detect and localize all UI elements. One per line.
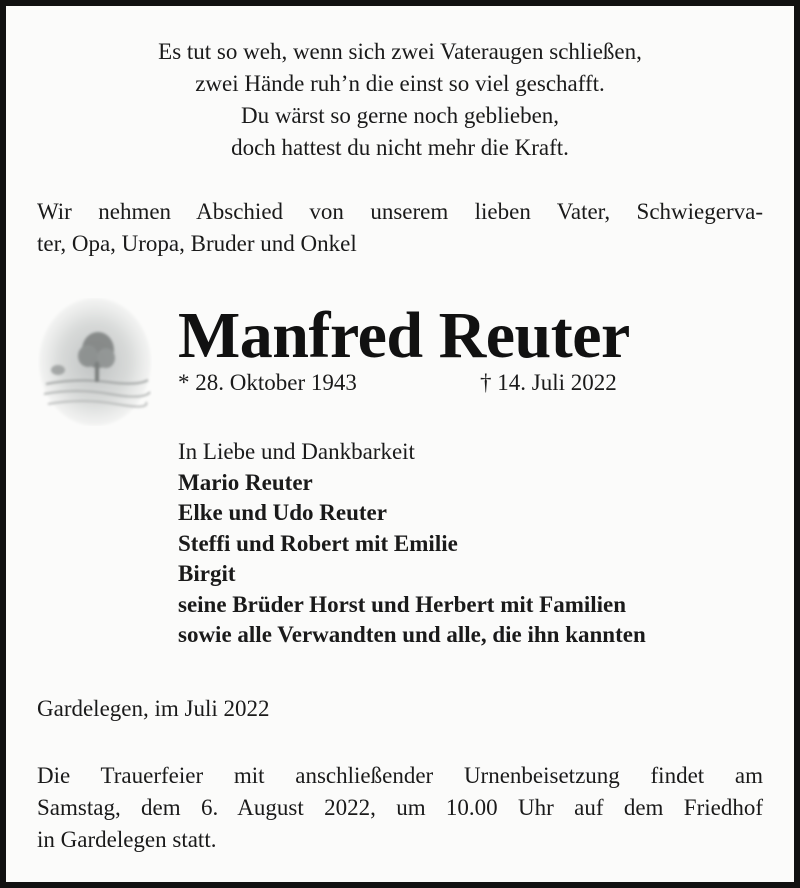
- funeral-notice: [37, 760, 763, 856]
- poem: [20, 36, 780, 164]
- mourner-name: sowie alle Verwandten und alle, die ihn kannten: [178, 622, 646, 647]
- intro-line: Wir nehmen Abschied von unserem lieben Vater, Schwiegerva-: [37, 199, 763, 224]
- mourners-list: [178, 437, 646, 651]
- mourner-name: Steffi und Robert mit Emilie: [178, 530, 458, 556]
- intro-line: ter, Opa, Uropa, Bruder und Onkel: [37, 231, 357, 256]
- death-date: † 14. Juli 2022: [480, 370, 617, 395]
- mourner-name: Elke und Udo Reuter: [178, 500, 387, 525]
- mourner-name: Mario Reuter: [178, 469, 313, 495]
- deceased-name: Manfred Reuter: [178, 299, 630, 372]
- funeral-line: in Gardelegen statt.: [37, 827, 217, 852]
- birth-date: * 28. Oktober 1943: [178, 370, 357, 395]
- poem-line: Du wärst so gerne noch geblieben,: [240, 103, 560, 128]
- place-and-date: Gardelegen, im Juli 2022: [37, 696, 270, 721]
- poem-line: zwei Hände ruh’n die einst so viel geschafft.: [195, 71, 605, 96]
- farewell-intro: [37, 196, 763, 260]
- funeral-line: Die Trauerfeier mit anschließender Urnenbeisetzung findet am: [37, 763, 763, 788]
- mourner-name: seine Brüder Horst und Herbert mit Familien: [178, 591, 627, 617]
- tree-landscape-image: [38, 298, 152, 426]
- funeral-line: Samstag, dem 6. August 2022, um 10.00 Uhr auf dem Friedhof: [37, 795, 763, 820]
- poem-line: doch hattest du nicht mehr die Kraft.: [231, 135, 569, 160]
- mourners-heading: In Liebe und Dankbarkeit: [178, 439, 415, 464]
- poem-line: Es tut so weh, wenn sich zwei Vateraugen schließen,: [158, 39, 642, 64]
- mourner-name: Birgit: [178, 561, 236, 586]
